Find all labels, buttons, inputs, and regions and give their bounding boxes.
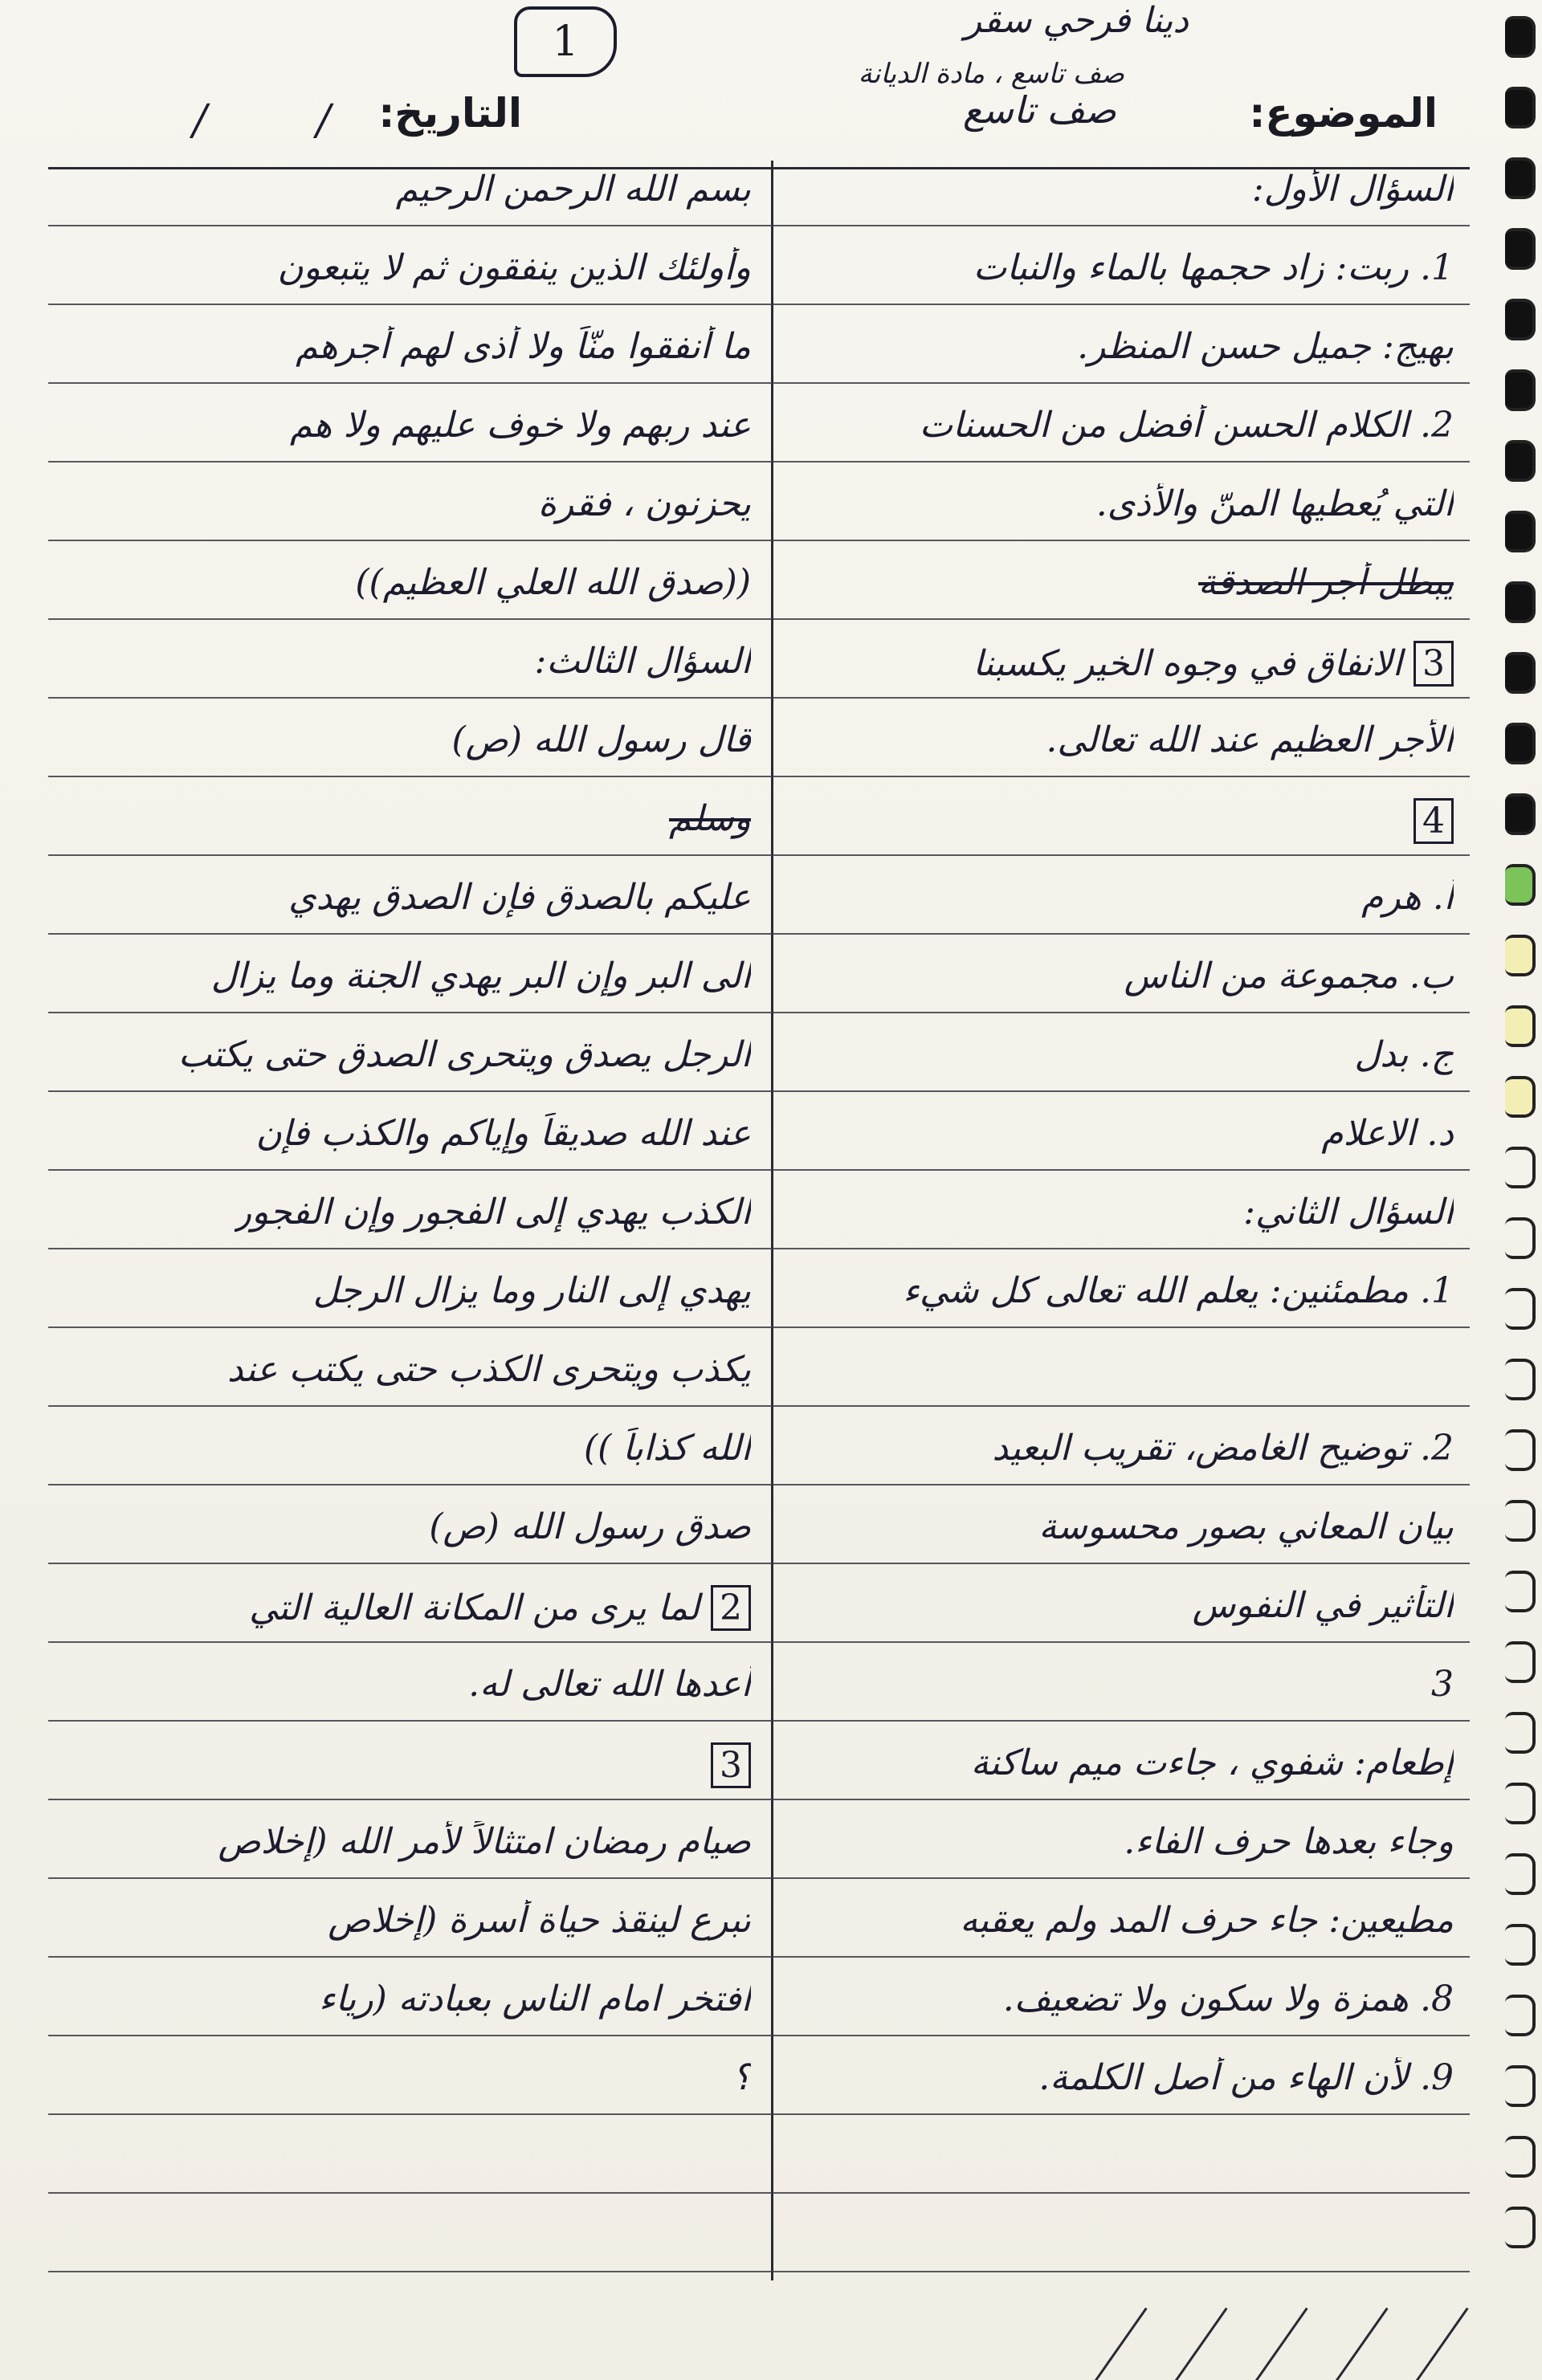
- handwritten-text: ما أنفقوا منّاً ولا أذى لهم أجرهم: [296, 326, 751, 367]
- spiral-ring: [1505, 1005, 1536, 1047]
- handwritten-text: ؟: [732, 2057, 751, 2098]
- handwritten-text: السؤال الثالث:: [534, 641, 751, 682]
- spiral-ring: [1505, 1571, 1536, 1612]
- subject-value: صف تاسع: [962, 88, 1116, 132]
- ruled-line: [48, 933, 1470, 935]
- handwritten-text: التي يُعطيها المنّ والأذى.: [1095, 483, 1454, 524]
- handwritten-text: د. الاعلام: [1321, 1113, 1454, 1154]
- handwritten-text: بيان المعاني بصور محسوسة: [1038, 1506, 1454, 1547]
- ruled-line: [48, 854, 1470, 856]
- handwritten-text: يهدي إلى النار وما يزال الرجل: [312, 1270, 751, 1311]
- handwritten-text: الرجل يصدق ويتحرى الصدق حتى يكتب: [177, 1034, 751, 1075]
- left-column-line: [538, 483, 751, 524]
- boxed-number: 3: [1414, 641, 1454, 687]
- right-column-line: [1046, 719, 1454, 760]
- handwritten-text: وجاء بعدها حرف الفاء.: [1124, 1821, 1454, 1862]
- spiral-ring: [1505, 2207, 1536, 2248]
- ruled-line: [48, 1169, 1470, 1171]
- handwritten-text: ((صدق الله العلي العظيم)): [355, 562, 751, 603]
- left-column-line: [227, 1349, 751, 1390]
- right-column-line: [1124, 1821, 1454, 1862]
- ruled-line: [48, 1720, 1470, 1722]
- handwritten-text: الكذب يهدي إلى الفجور وإن الفجور: [234, 1192, 751, 1233]
- ruled-line: [48, 1641, 1470, 1643]
- left-column-line: [355, 562, 751, 603]
- handwritten-text: صيام رمضان امتثالاً لأمر الله (إخلاص: [218, 1821, 751, 1862]
- corner-stroke: [1071, 2308, 1147, 2380]
- right-column-line: [973, 247, 1454, 288]
- spiral-ring: [1505, 935, 1536, 976]
- ruled-line: [48, 382, 1470, 384]
- handwritten-text: إطعام: شفوي ، جاءت ميم ساكنة: [970, 1742, 1454, 1783]
- spiral-ring: [1505, 1500, 1536, 1542]
- ruled-line: [48, 618, 1470, 620]
- left-column-line: [396, 169, 751, 210]
- right-column-line: [1321, 1113, 1454, 1154]
- right-column-line: [973, 641, 1454, 687]
- handwritten-text: بسم الله الرحمن الرحيم: [395, 169, 751, 210]
- left-column-line: [711, 1742, 751, 1788]
- ruled-line: [48, 1012, 1470, 1013]
- handwritten-text: 2. توضيح الغامض، تقريب البعيد: [992, 1428, 1454, 1469]
- ruled-line: [48, 1563, 1470, 1564]
- spiral-ring: [1505, 864, 1536, 906]
- handwritten-text: أعدها الله تعالى له.: [468, 1664, 751, 1705]
- spiral-ring: [1505, 652, 1536, 694]
- left-column-line: [468, 1664, 751, 1705]
- handwritten-text: 4: [1414, 798, 1454, 844]
- left-column-line: [429, 1506, 751, 1547]
- spiral-ring: [1505, 87, 1536, 128]
- spiral-ring: [1505, 1359, 1536, 1400]
- spiral-ring: [1505, 581, 1536, 623]
- spiral-ring: [1505, 1783, 1536, 1824]
- corner-stroke: [1152, 2308, 1227, 2380]
- left-column-line: [235, 1192, 751, 1233]
- handwritten-text: عليكم بالصدق فإن الصدق يهدي: [288, 877, 751, 918]
- spiral-ring: [1505, 299, 1536, 340]
- spiral-ring: [1505, 1641, 1536, 1683]
- ruled-line: [48, 2192, 1470, 2194]
- handwritten-text: بهيج: جميل حسن المنظر.: [1077, 326, 1454, 367]
- date-value: / /: [193, 96, 379, 145]
- corner-stroke: [1232, 2308, 1307, 2380]
- right-column-line: [1243, 1192, 1454, 1233]
- ruled-line: [48, 304, 1470, 305]
- spiral-ring: [1505, 2136, 1536, 2178]
- page-number-box: [514, 6, 617, 77]
- left-column-line: [319, 1979, 751, 2019]
- right-column-line: [960, 1900, 1454, 1941]
- spiral-ring: [1505, 723, 1536, 764]
- right-column-line: [1038, 1506, 1454, 1547]
- left-column-line: [277, 247, 751, 288]
- subject-label: الموضوع:: [1249, 90, 1438, 137]
- ruled-line: [48, 2271, 1470, 2272]
- left-column-line: [296, 326, 751, 367]
- spiral-ring: [1505, 16, 1536, 58]
- spiral-ring: [1505, 369, 1536, 411]
- ruled-line: [48, 540, 1470, 541]
- handwritten-text: الأجر العظيم عند الله تعالى.: [1046, 719, 1454, 760]
- handwritten-text: افتخر امام الناس بعبادته (رياء: [319, 1979, 751, 2019]
- handwritten-text: لما يرى من المكانة العالية التي: [249, 1587, 711, 1628]
- spiral-ring: [1505, 1712, 1536, 1754]
- handwritten-text: 9. لأن الهاء من أصل الكلمة.: [1038, 2057, 1454, 2098]
- right-column-line: [1354, 1034, 1454, 1075]
- spiral-ring: [1505, 1853, 1536, 1895]
- left-column-line: [290, 405, 751, 446]
- right-column-line: [1431, 1664, 1454, 1705]
- left-column-line: [249, 1585, 751, 1631]
- left-column-line: [288, 877, 751, 918]
- right-column-line: [1038, 2057, 1454, 2098]
- spiral-ring: [1505, 157, 1536, 199]
- spiral-ring: [1505, 1288, 1536, 1330]
- left-column-line: [211, 956, 751, 996]
- handwritten-text: قال رسول الله (ص): [451, 719, 751, 760]
- date-label: التاريخ:: [378, 90, 522, 137]
- spiral-ring: [1505, 2065, 1536, 2107]
- spiral-ring: [1505, 1076, 1536, 1118]
- handwritten-text: عند الله صديقاً وإياكم والكذب فإن: [255, 1113, 751, 1154]
- ruled-line: [48, 1877, 1470, 1879]
- ruled-line: [48, 1327, 1470, 1328]
- handwritten-text: أ. هرم: [1361, 877, 1454, 918]
- handwritten-text: الانفاق في وجوه الخير يكسبنا: [973, 643, 1414, 684]
- ruled-line: [48, 776, 1470, 777]
- spiral-ring: [1505, 793, 1536, 835]
- corner-stroke: [1312, 2308, 1388, 2380]
- ruled-line: [48, 1799, 1470, 1800]
- spiral-ring: [1505, 440, 1536, 482]
- right-column-line: [1252, 169, 1454, 210]
- left-column-line: [255, 1113, 751, 1154]
- right-column-line: [992, 1428, 1454, 1469]
- ruled-line: [48, 2113, 1470, 2115]
- left-column-line: [328, 1900, 751, 1941]
- left-column-line: [534, 641, 751, 682]
- boxed-number: 2: [711, 1585, 751, 1631]
- ruled-line: [48, 1405, 1470, 1407]
- class-subject: صف تاسع ، مادة الديانة: [858, 58, 1124, 90]
- right-column-line: [903, 1270, 1454, 1311]
- right-column-line: [1361, 877, 1454, 918]
- spiral-ring: [1505, 228, 1536, 270]
- left-column-line: [669, 798, 751, 839]
- handwritten-text: 8. همزة ولا سكون ولا تضعيف.: [1002, 1979, 1454, 2019]
- handwritten-text: السؤال الثاني:: [1243, 1192, 1454, 1233]
- right-column-line: [1096, 483, 1454, 524]
- handwritten-text: الله كذاباً )): [583, 1428, 751, 1469]
- spiral-ring: [1505, 1147, 1536, 1188]
- ruled-line: [48, 1484, 1470, 1485]
- spiral-ring: [1505, 1217, 1536, 1259]
- right-column-line: [1414, 798, 1454, 844]
- ruled-line: [48, 1248, 1470, 1249]
- handwritten-text: يحزنون ، فقرة: [537, 483, 751, 524]
- handwritten-text: 3: [711, 1742, 751, 1788]
- spiral-ring: [1505, 1924, 1536, 1966]
- ruled-line: [48, 1090, 1470, 1092]
- ruled-line: [48, 461, 1470, 463]
- corner-stroke: [1393, 2308, 1468, 2380]
- handwritten-text: يبطل أجر الصدقة: [1197, 562, 1454, 603]
- ruled-line: [48, 225, 1470, 226]
- handwritten-text: 2. الكلام الحسن أفضل من الحسنات: [919, 405, 1454, 446]
- right-column-line: [1193, 1585, 1454, 1626]
- handwritten-text: ب. مجموعة من الناس: [1124, 956, 1454, 996]
- column-divider: [771, 161, 773, 2280]
- left-column-line: [218, 1821, 751, 1862]
- handwritten-text: الى البر وإن البر يهدي الجنة وما يزال: [210, 956, 751, 996]
- left-column-line: [732, 2057, 751, 2098]
- handwritten-text: التأثير في النفوس: [1192, 1585, 1454, 1626]
- right-column-line: [1198, 562, 1454, 603]
- handwritten-text: 3: [1431, 1664, 1454, 1705]
- right-column-line: [1003, 1979, 1454, 2019]
- handwritten-text: صدق رسول الله (ص): [429, 1506, 751, 1547]
- left-column-line: [584, 1428, 751, 1469]
- ruled-line: [48, 1956, 1470, 1958]
- handwritten-text: وأولئك الذين ينفقون ثم لا يتبعون: [277, 247, 751, 288]
- right-column-line: [920, 405, 1454, 446]
- handwritten-text: وسلم: [669, 798, 751, 839]
- handwritten-text: تبرع لينقذ حياة أسرة (إخلاص: [328, 1900, 751, 1941]
- ruled-line: [48, 697, 1470, 699]
- right-column-line: [1124, 956, 1454, 996]
- handwritten-text: يكذب ويتحرى الكذب حتى يكتب عند: [226, 1349, 751, 1390]
- left-column-line: [452, 719, 752, 760]
- handwritten-text: 1. ربت: زاد حجمها بالماء والنبات: [973, 247, 1454, 288]
- handwritten-text: عند ربهم ولا خوف عليهم ولا هم: [290, 405, 751, 446]
- student-name: دينا فرحي سقر: [964, 0, 1189, 41]
- left-column-line: [313, 1270, 751, 1311]
- right-column-line: [971, 1742, 1454, 1783]
- spiral-ring: [1505, 511, 1536, 552]
- right-column-line: [1077, 326, 1454, 367]
- handwritten-text: مطيعين: جاء حرف المد ولم يعقبه: [960, 1900, 1454, 1941]
- handwritten-text: السؤال الأول:: [1251, 169, 1454, 210]
- page-number: 1: [552, 18, 579, 66]
- spiral-ring: [1505, 1995, 1536, 2036]
- spiral-ring: [1505, 1429, 1536, 1471]
- handwritten-text: ج. بدل: [1354, 1034, 1454, 1075]
- ruled-line: [48, 2035, 1470, 2036]
- left-column-line: [178, 1034, 751, 1075]
- handwritten-text: 1. مطمئنين: يعلم الله تعالى كل شيء: [903, 1270, 1454, 1311]
